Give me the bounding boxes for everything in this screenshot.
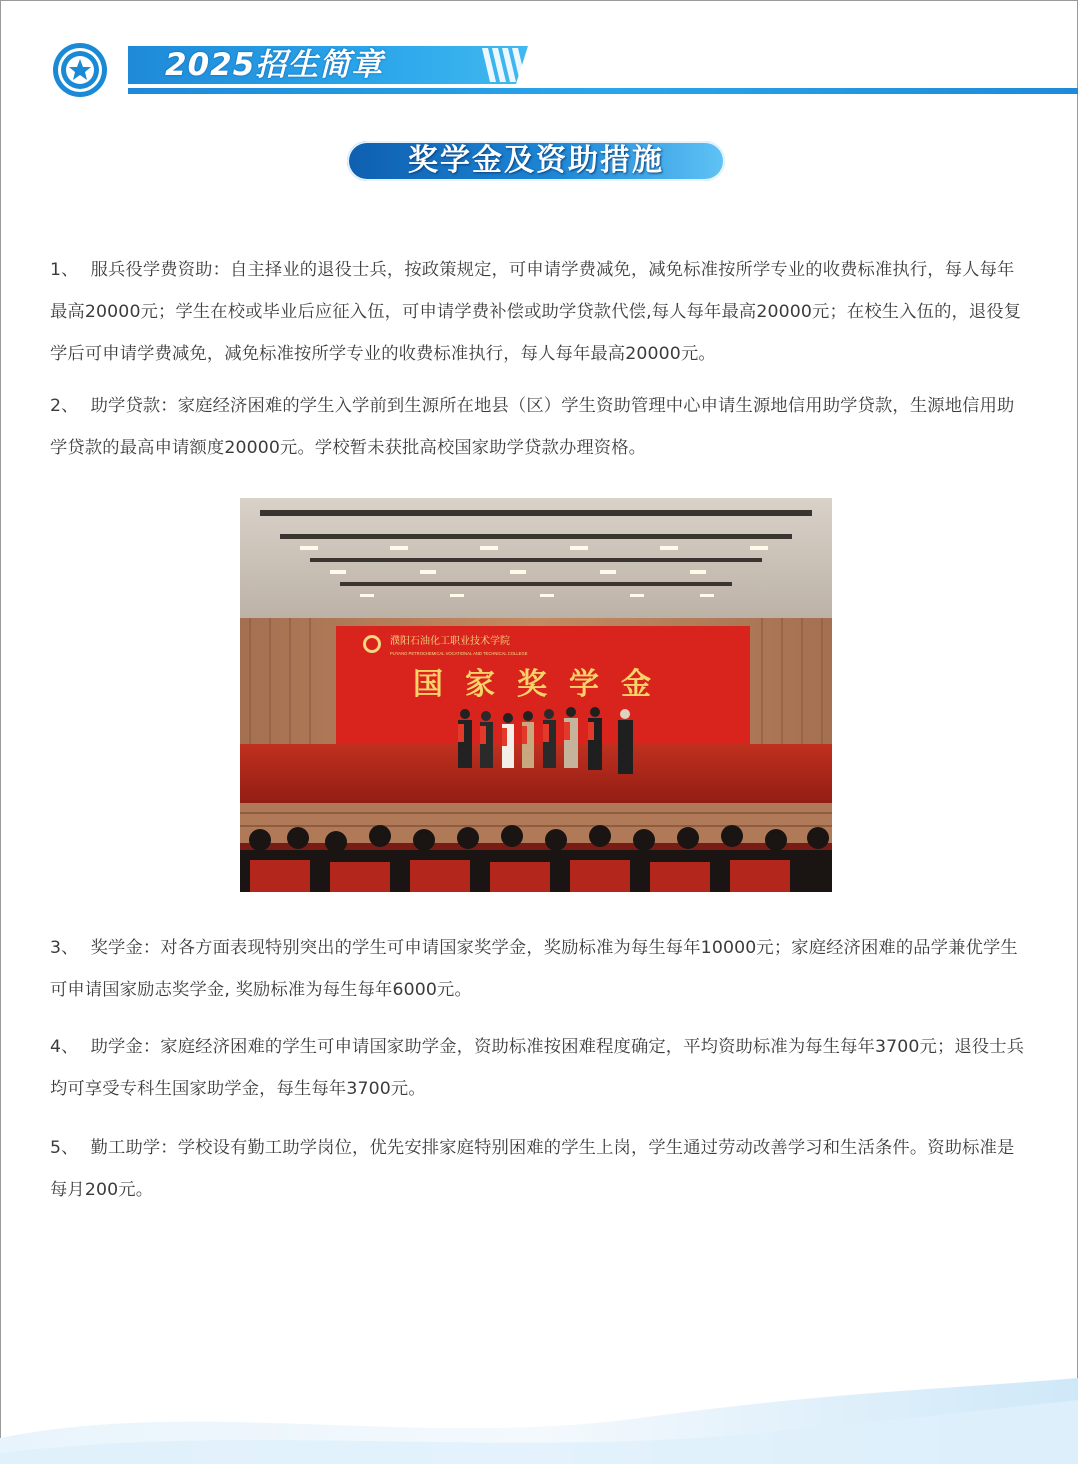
item-text: 奖学金：对各方面表现特别突出的学生可申请国家奖学金，奖励标准为每生每年10000元；家庭经济困难的品学兼优学生可申请国家励志奖学金, 奖励标准为每生每年6000元。 xyxy=(50,938,1018,1000)
screen-school-name: 濮阳石油化工职业技术学院 xyxy=(390,636,510,647)
item-number: 2、 xyxy=(50,396,79,416)
header-divider xyxy=(128,88,1078,94)
item-5 xyxy=(50,1127,1030,1211)
item-4 xyxy=(50,1026,1030,1110)
screen-title: 国家奖学金 xyxy=(413,667,673,702)
item-number: 1、 xyxy=(50,260,79,280)
item-text: 服兵役学费资助：自主择业的退役士兵，按政策规定，可申请学费减免，减免标准按所学专业的收费标准执行，每人每年最高20000元；学生在校或毕业后应征入伍，可申请学费补偿或助学贷款代偿,每人每年最高20000元；在校生入伍的，退役复学后可申请学费减免，减免标准按所学专业的收费标准执行，每人每年最高20000元。 xyxy=(50,260,1022,364)
header-stripes xyxy=(482,48,526,82)
item-number: 3、 xyxy=(50,938,79,958)
item-text: 助学贷款：家庭经济困难的学生入学前到生源所在地县（区）学生资助管理中心申请生源地信用助学贷款，生源地信用助学贷款的最高申请额度20000元。学校暂未获批高校国家助学贷款办理资格。 xyxy=(50,396,1015,458)
screen-school-en: PUYANG PETROCHEMICAL VOCATIONAL AND TECHNICAL COLLEGE xyxy=(390,651,528,656)
footer-wave xyxy=(0,1378,1078,1464)
item-3 xyxy=(50,927,1030,1011)
ceremony-photo xyxy=(240,498,832,892)
item-number: 5、 xyxy=(50,1138,79,1158)
section-title: 奖学金及资助措施 xyxy=(408,143,664,178)
header-title: 2025招生简章 xyxy=(165,47,384,83)
item-number: 4、 xyxy=(50,1037,79,1057)
item-text: 助学金：家庭经济困难的学生可申请国家助学金，资助标准按困难程度确定，平均资助标准为每生每年3700元；退役士兵均可享受专科生国家助学金，每生每年3700元。 xyxy=(50,1037,1025,1099)
item-2 xyxy=(50,385,1030,469)
school-emblem-icon xyxy=(52,42,108,98)
item-1 xyxy=(50,249,1030,375)
item-text: 勤工助学：学校设有勤工助学岗位，优先安排家庭特别困难的学生上岗，学生通过劳动改善学习和生活条件。资助标准是每月200元。 xyxy=(50,1138,1015,1200)
